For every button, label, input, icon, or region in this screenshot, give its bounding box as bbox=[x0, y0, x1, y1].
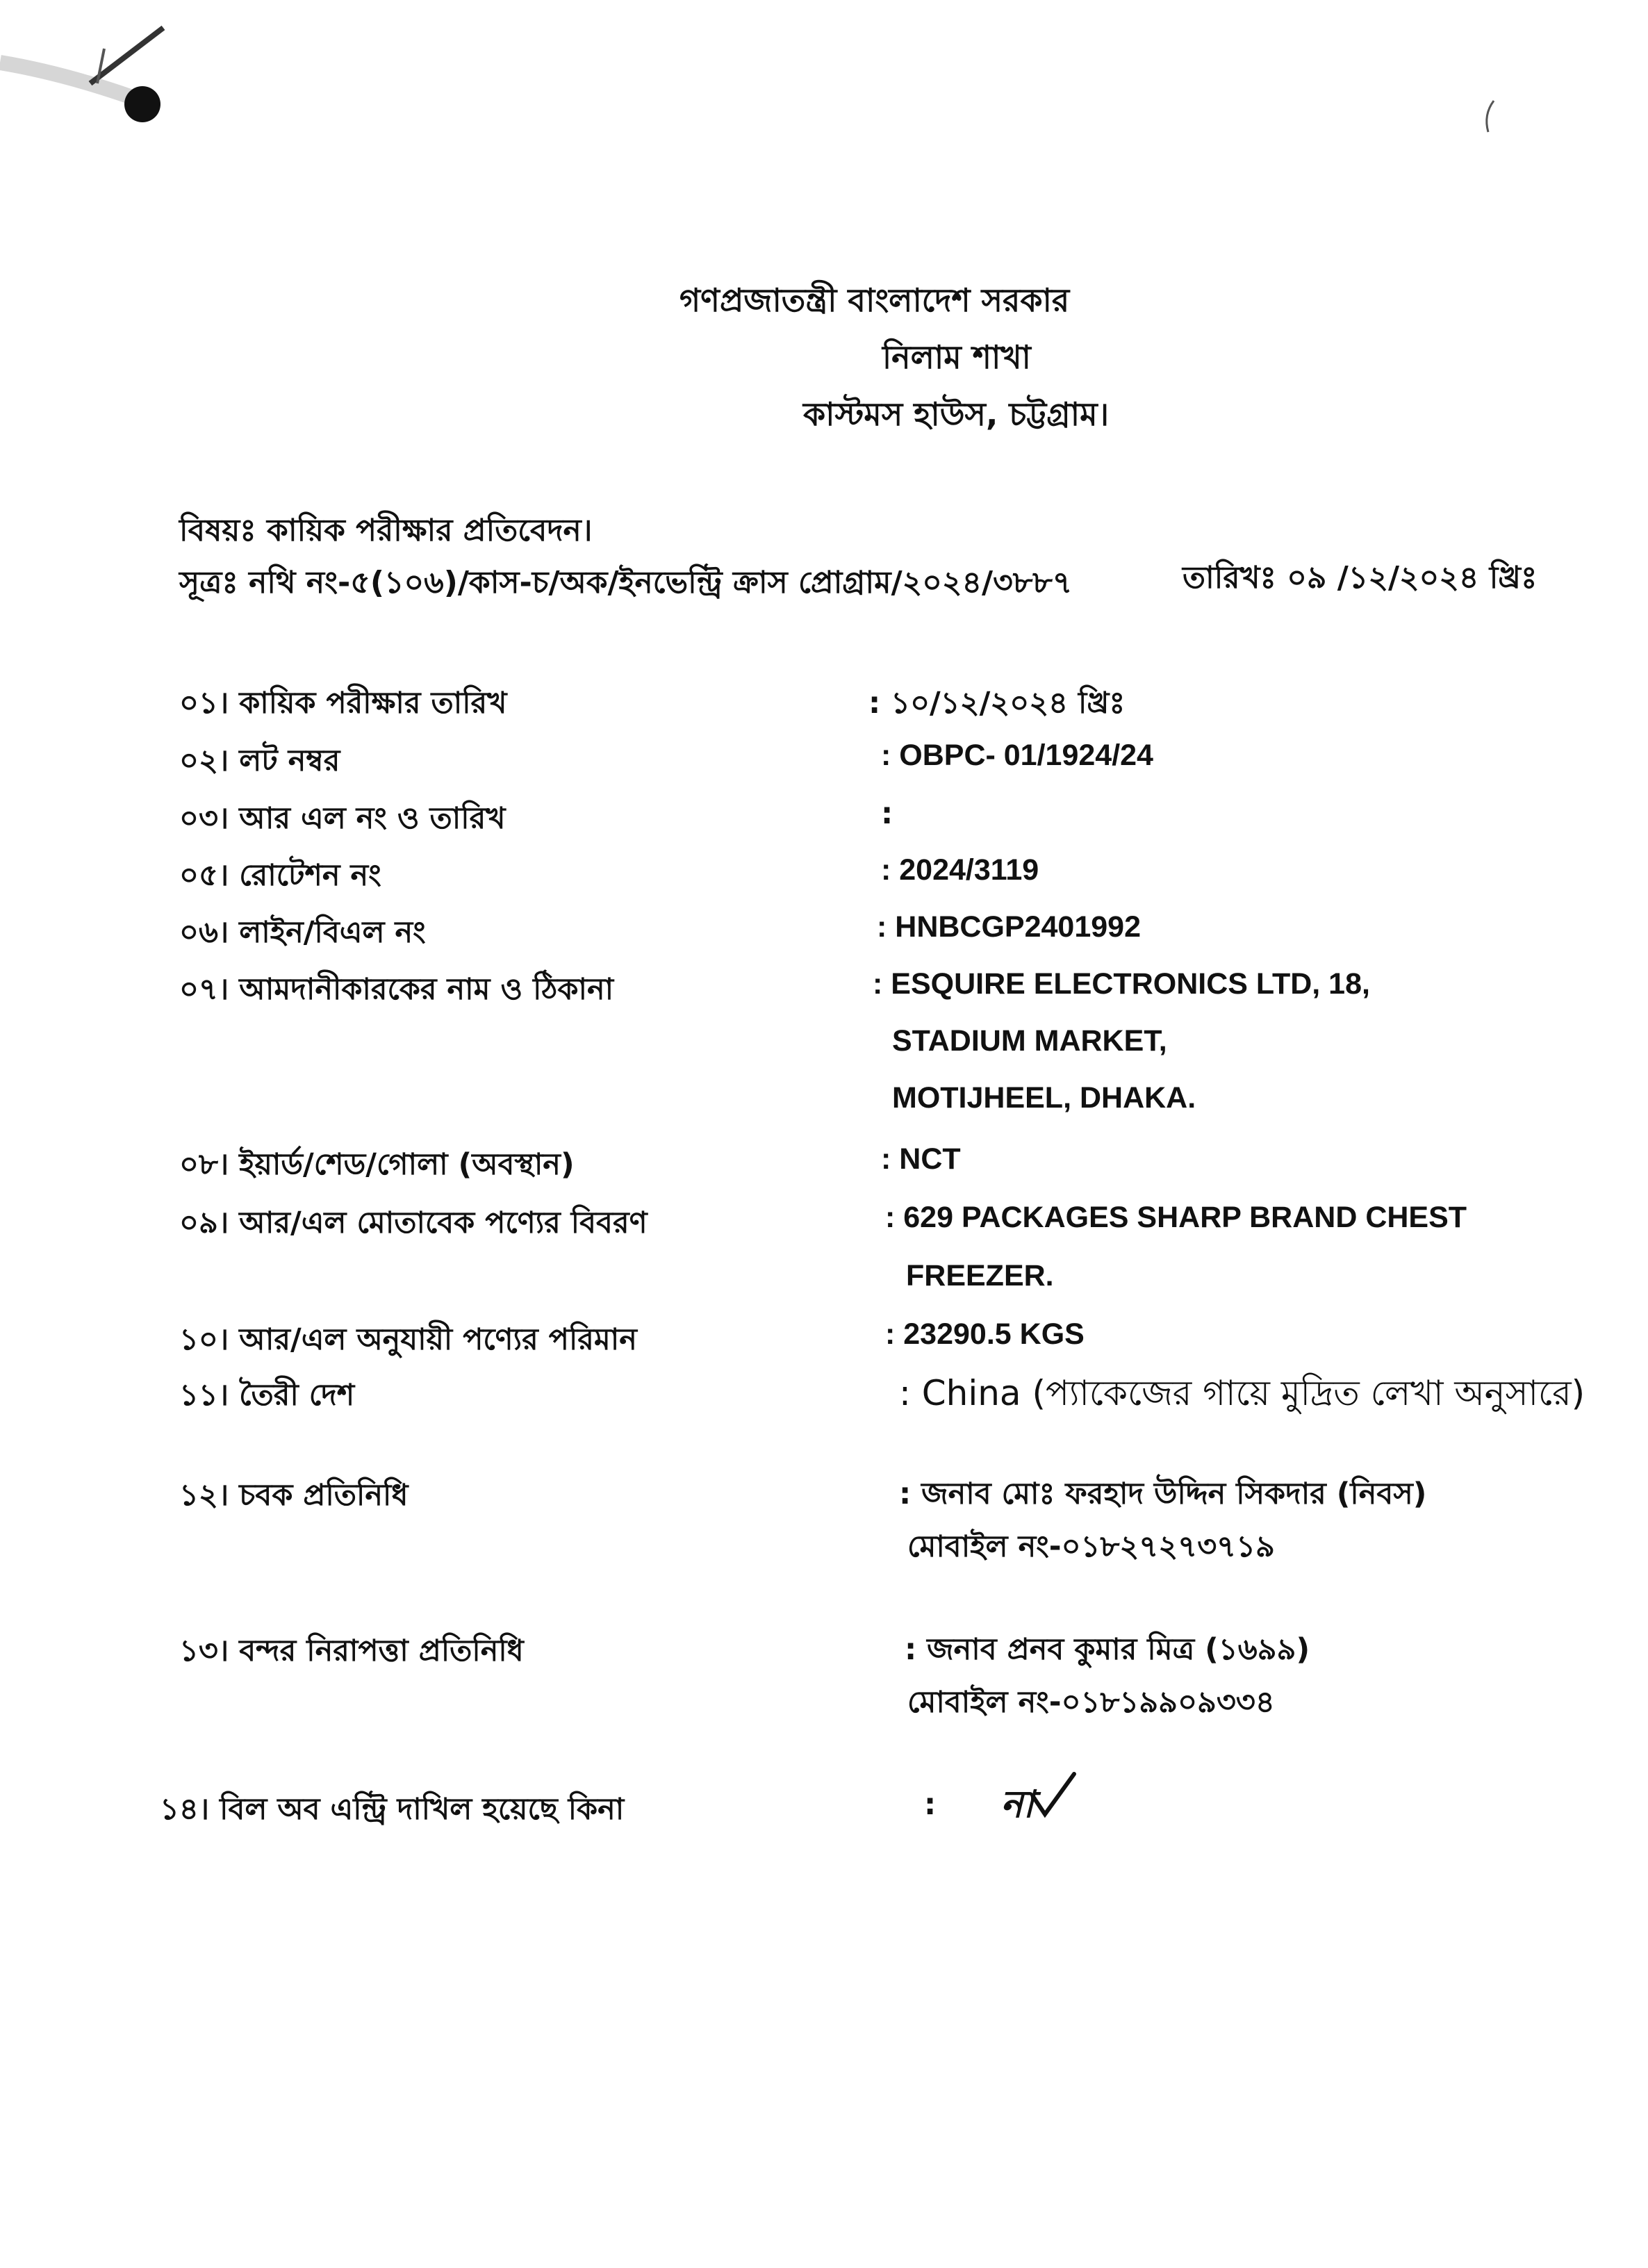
field-label-08: ০৮। ইয়ার্ড/শেড/গোলা (অবস্থান) bbox=[179, 1147, 575, 1182]
office-title: কাস্টমস হাউস, চট্টগ্রাম। bbox=[803, 395, 1110, 433]
govt-title: গণপ্রজাতন্ত্রী বাংলাদেশ সরকার bbox=[679, 281, 1070, 319]
handwritten-answer bbox=[1000, 1775, 1034, 1838]
field-label-01: ০১। কায়িক পরীক্ষার তারিখ bbox=[179, 686, 507, 721]
field-value-09-line1: : 629 PACKAGES SHARP BRAND CHEST bbox=[885, 1201, 1467, 1234]
field-label-11: ১১। তৈরী দেশ bbox=[179, 1378, 355, 1413]
field-value-06: : HNBCGP2401992 bbox=[877, 910, 1142, 944]
field-value-08: : NCT bbox=[881, 1142, 961, 1176]
field-value-02: : OBPC- 01/1924/24 bbox=[881, 739, 1153, 772]
field-value-14: : bbox=[924, 1787, 937, 1822]
handwritten-answer-text: না bbox=[1000, 1782, 1034, 1826]
reference-line: সূত্রঃ নথি নং-৫(১০৬)/কাস-চ/অক/ইনভেন্ট্রি ক্রাস প্রোগ্রাম/২০২৪/৩৮৮৭ bbox=[179, 565, 1073, 600]
field-value-05: : 2024/3119 bbox=[881, 853, 1039, 887]
field-value-12-line1: : জনাব মোঃ ফরহাদ উদ্দিন সিকদার (নিবস) bbox=[899, 1477, 1427, 1511]
field-value-07-line3: MOTIJHEEL, DHAKA. bbox=[892, 1081, 1196, 1115]
staple-mark-icon bbox=[0, 7, 195, 125]
scan-speck-icon bbox=[1480, 97, 1501, 139]
field-value-03: : bbox=[881, 796, 893, 831]
field-label-07: ০৭। আমদানীকারকের নাম ও ঠিকানা bbox=[179, 972, 614, 1007]
field-label-06: ০৬। লাইন/বিএল নং bbox=[179, 915, 426, 950]
field-value-07-line1: : ESQUIRE ELECTRONICS LTD, 18, bbox=[873, 967, 1370, 1001]
subject-line: বিষয়ঃ কায়িক পরীক্ষার প্রতিবেদন। bbox=[179, 513, 593, 548]
field-label-14: ১৪। বিল অব এন্ট্রি দাখিল হয়েছে কিনা bbox=[160, 1792, 625, 1827]
field-label-13: ১৩। বন্দর নিরাপত্তা প্রতিনিধি bbox=[179, 1634, 524, 1668]
field-value-07-line2: STADIUM MARKET, bbox=[892, 1024, 1167, 1058]
field-label-02: ০২। লট নম্বর bbox=[179, 743, 340, 778]
section-title: নিলাম শাখা bbox=[882, 338, 1031, 376]
document-date: তারিখঃ ০৯ /১২/২০২৪ খ্রিঃ bbox=[1183, 560, 1538, 595]
check-mark-icon bbox=[1028, 1771, 1077, 1820]
field-label-12: ১২। চবক প্রতিনিধি bbox=[179, 1478, 409, 1513]
field-value-01: : ১০/১২/২০২৪ খ্রিঃ bbox=[868, 686, 1126, 721]
field-label-03: ০৩। আর এল নং ও তারিখ bbox=[179, 801, 506, 836]
field-value-10: : 23290.5 KGS bbox=[885, 1317, 1085, 1351]
field-value-13-line2: মোবাইল নং-০১৮১৯৯০৯৩৩৪ bbox=[907, 1685, 1275, 1720]
field-value-09-line2: FREEZER. bbox=[906, 1259, 1054, 1292]
field-value-13-line1: : জনাব প্রনব কুমার মিত্র (১৬৯৯) bbox=[905, 1632, 1310, 1667]
field-label-09: ০৯। আর/এল মোতাবেক পণ্যের বিবরণ bbox=[179, 1206, 648, 1240]
field-label-10: ১০। আর/এল অনুযায়ী পণ্যের পরিমান bbox=[179, 1322, 637, 1357]
field-value-11: : China (প্যাকেজের গায়ে মুদ্রিত লেখা অনুসারে) bbox=[899, 1373, 1585, 1413]
field-label-05: ০৫। রোটেশন নং bbox=[179, 858, 381, 893]
field-value-12-line2: মোবাইল নং-০১৮২৭২৭৩৭১৯ bbox=[907, 1529, 1275, 1564]
